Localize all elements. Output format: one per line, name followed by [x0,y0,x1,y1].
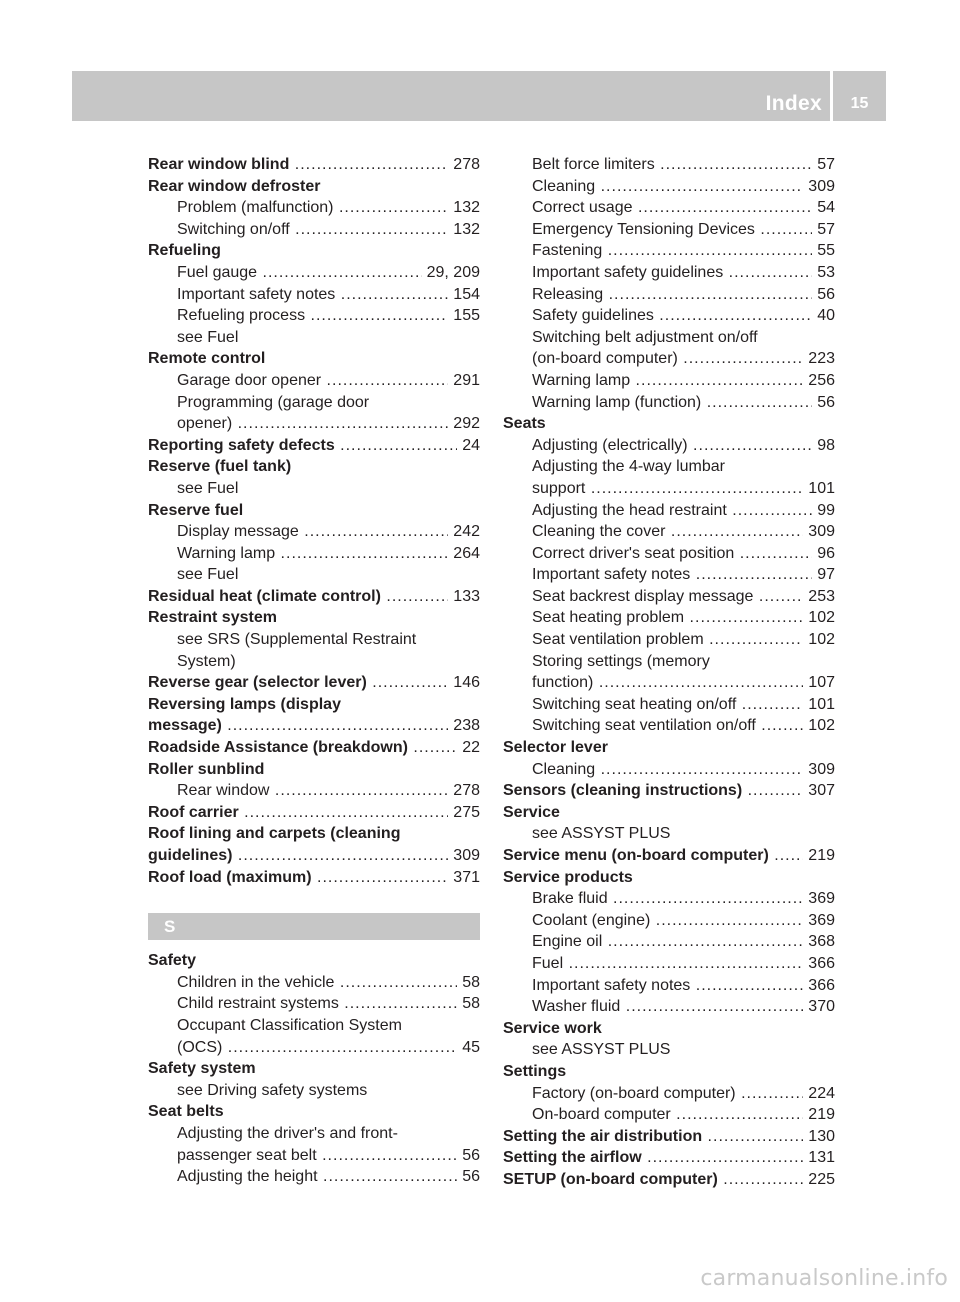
page-reference[interactable]: 154 [448,284,480,306]
page-reference[interactable]: 225 [803,1169,835,1191]
index-subentry [148,219,480,241]
entry-text: guidelines) ..... [148,847,480,864]
page-reference[interactable]: 223 [803,348,835,370]
page-reference[interactable]: 369 [803,888,835,910]
page-reference[interactable]: 309 [803,759,835,781]
entry-text: Seats [503,415,546,433]
index-subentry [148,543,480,565]
entry-text: see Driving safety systems [177,1081,368,1099]
entry-text: see Fuel [177,328,239,346]
page-reference[interactable]: 56 [457,1166,480,1188]
entry-text: Factory (on-board computer) ..... [532,1085,835,1102]
entry-text: Seat heating problem ..... [532,609,835,626]
page-reference[interactable]: 369 [803,910,835,932]
index-subentry [503,370,835,392]
page-reference[interactable]: 56 [457,1145,480,1167]
entry-text: Storing settings (memory [532,652,710,670]
entry-text: Residual heat (climate control) ..... [148,588,480,605]
entry-text: Refueling [148,242,221,260]
index-subentry [503,629,835,651]
index-subentry [148,629,480,651]
entry-text: Switching seat ventilation on/off ..... [532,717,835,734]
index-entry [503,780,835,802]
entry-text: Correct driver's seat position ..... [532,545,835,562]
entry-text: Adjusting the driver's and front- [177,1124,398,1142]
index-subentry [503,953,835,975]
index-entry [148,176,480,198]
index-subentry [148,197,480,219]
index-subentry [503,240,835,262]
index-subentry [503,197,835,219]
index-entry [148,802,480,824]
entry-text: Seat ventilation problem ..... [532,631,835,648]
page-reference[interactable]: 309 [448,845,480,867]
page-reference[interactable]: 58 [457,972,480,994]
entry-text: Correct usage ..... [532,199,835,216]
entry-text: Engine oil ..... [532,933,835,950]
index-entry [148,586,480,608]
index-entry [148,240,480,262]
page-reference[interactable]: 371 [448,867,480,889]
index-entry [148,845,480,867]
entry-text: Service work [503,1019,602,1037]
page-reference[interactable]: 58 [457,993,480,1015]
index-subentry [148,972,480,994]
entry-text: Safety system [148,1060,256,1078]
entry-text: Children in the vehicle ..... [177,974,480,991]
entry-text: Important safety notes ..... [532,977,835,994]
entry-text: Adjusting the 4-way lumbar [532,458,725,476]
entry-text: Fuel gauge ..... [177,264,480,281]
entry-text: Brake fluid ..... [532,890,835,907]
entry-text: passenger seat belt ..... [177,1147,480,1164]
index-entry [503,1018,835,1040]
entry-text: Cleaning the cover ..... [532,523,835,540]
index-entry [503,737,835,759]
page-reference[interactable]: 309 [803,176,835,198]
entry-text: Cleaning ..... [532,761,835,778]
index-entry [148,435,480,457]
index-subentry [148,392,480,414]
index-subentry [503,759,835,781]
entry-text: Child restraint systems ..... [177,995,480,1012]
page-reference[interactable]: 130 [803,1126,835,1148]
index-subentry [503,888,835,910]
index-subentry [148,521,480,543]
entry-text: Remote control [148,350,266,368]
index-entry [503,1126,835,1148]
entry-text: see Fuel [177,479,239,497]
entry-text: Important safety notes ..... [177,286,480,303]
index-entry [503,802,835,824]
entry-text: Safety [148,952,197,970]
index-subentry [503,176,835,198]
page-reference[interactable]: 107 [803,672,835,694]
entry-text: Settings [503,1062,567,1080]
index-entry [503,1169,835,1191]
entry-text: Switching belt adjustment on/off [532,328,758,346]
entry-text: Service products [503,868,633,886]
entry-text: Reserve fuel [148,501,244,519]
section-letter-header: S [148,913,480,940]
index-header-bar [72,71,886,121]
header-title: Index [765,92,822,115]
page-reference[interactable]: 370 [803,996,835,1018]
entry-text: Adjusting the height ..... [177,1168,480,1185]
page-reference[interactable]: 53 [812,262,835,284]
entry-text: see ASSYST PLUS [532,825,671,843]
entry-text: Restraint system [148,609,277,627]
index-entry [148,607,480,629]
index-subentry [148,284,480,306]
entry-text: Important safety notes ..... [532,566,835,583]
entry-text: see SRS (Supplemental Restraint [177,631,417,649]
entry-text: Roof load (maximum) ..... [148,869,480,886]
page-reference[interactable]: 238 [448,715,480,737]
entry-text: Garage door opener ..... [177,372,480,389]
page-reference[interactable]: 132 [448,197,480,219]
index-subentry [503,715,835,737]
page-reference[interactable]: 96 [812,543,835,565]
entry-text: Switching seat heating on/off ..... [532,696,835,713]
entry-text: Emergency Tensioning Devices ..... [532,221,835,238]
page-reference[interactable]: 219 [803,845,835,867]
index-subentry [148,305,480,327]
index-entry [148,823,480,845]
index-subentry [503,521,835,543]
entry-text: support ..... [532,480,835,497]
page-reference[interactable]: 146 [448,672,480,694]
index-subentry [503,910,835,932]
entry-text: Belt force limiters ..... [532,156,835,173]
page-reference[interactable]: 309 [803,521,835,543]
index-subentry [503,931,835,953]
index-entry [148,694,480,716]
page-reference[interactable]: 278 [448,780,480,802]
entry-text: Roof carrier ..... [148,804,480,821]
entry-text: function) ..... [532,674,835,691]
index-subentry [148,327,480,349]
entry-text: see ASSYST PLUS [532,1041,671,1059]
entry-text: Programming (garage door [177,393,370,411]
index-subentry [503,348,835,370]
page-number: 15 [850,95,869,112]
index-subentry [503,607,835,629]
index-subentry [148,1015,480,1037]
entry-text: Warning lamp ..... [532,372,835,389]
page-reference[interactable]: 98 [812,435,835,457]
entry-text: Rear window defroster [148,177,321,195]
page-reference[interactable]: 133 [448,586,480,608]
entry-text: Rear window blind ..... [148,156,480,173]
index-subentry [503,672,835,694]
index-subentry [503,500,835,522]
index-subentry [503,284,835,306]
entry-text: Releasing ..... [532,286,835,303]
page-reference[interactable]: 97 [812,564,835,586]
page-reference[interactable]: 219 [803,1104,835,1126]
entry-text: Adjusting (electrically) ..... [532,437,835,454]
index-entry [503,845,835,867]
entry-text: Refueling process ..... [177,307,480,324]
entry-text: opener) ..... [177,415,480,432]
entry-text: Display message ..... [177,523,480,540]
entry-text: Roadside Assistance (breakdown) ..... [148,739,480,756]
entry-text: Important safety guidelines ..... [532,264,835,281]
entry-text: Seat backrest display message ..... [532,588,835,605]
entry-text: (on-board computer) ..... [532,350,835,367]
index-entry [148,672,480,694]
entry-text: Setting the airflow ..... [503,1149,835,1166]
entry-text: Roller sunblind [148,760,265,778]
page-reference[interactable]: 54 [812,197,835,219]
page-reference[interactable]: 291 [448,370,480,392]
index-subentry [148,370,480,392]
index-subentry [148,780,480,802]
page-reference[interactable]: 292 [448,413,480,435]
index-subentry [148,993,480,1015]
entry-text: Fuel ..... [532,955,835,972]
entry-text: Safety guidelines ..... [532,307,835,324]
entry-text: System) [177,652,236,670]
index-subentry [148,1145,480,1167]
index-subentry [503,586,835,608]
page-reference[interactable]: 56 [812,392,835,414]
entry-text: Switching on/off ..... [177,221,480,238]
entry-text: SETUP (on-board computer) ..... [503,1171,835,1188]
index-subentry [148,262,480,284]
page-reference[interactable]: 101 [803,478,835,500]
entry-text: message) ..... [148,717,480,734]
page-reference[interactable]: 264 [448,543,480,565]
index-entry [148,950,480,972]
index-subentry [503,1104,835,1126]
entry-text: Roof lining and carpets (cleaning [148,825,401,843]
entry-text: Rear window ..... [177,782,480,799]
entry-text: Reversing lamps (display [148,695,341,713]
index-subentry [503,1083,835,1105]
entry-text: Adjusting the head restraint ..... [532,502,835,519]
index-subentry [503,392,835,414]
page-reference[interactable]: 57 [812,154,835,176]
index-subentry [148,564,480,586]
page-reference[interactable]: 101 [803,694,835,716]
index-subentry [503,327,835,349]
page-reference[interactable]: 24 [457,435,480,457]
page-reference[interactable]: 29, 209 [422,262,480,284]
index-entry [148,759,480,781]
index-subentry [503,262,835,284]
index-subentry [148,478,480,500]
page-reference[interactable]: 102 [803,715,835,737]
page-reference[interactable]: 256 [803,370,835,392]
index-entry [503,1147,835,1169]
index-subentry [148,1080,480,1102]
index-column-left [148,154,480,1188]
page-reference[interactable]: 366 [803,975,835,997]
index-subentry [503,154,835,176]
entry-text: see Fuel [177,566,239,584]
entry-text: Setting the air distribution ..... [503,1128,835,1145]
page-reference[interactable]: 99 [812,500,835,522]
index-entry [148,456,480,478]
index-entry [503,413,835,435]
index-subentry [503,564,835,586]
entry-text: Cleaning ..... [532,178,835,195]
index-subentry [503,543,835,565]
index-subentry [503,1039,835,1061]
index-subentry [148,1037,480,1059]
index-subentry [503,651,835,673]
page-reference[interactable]: 40 [812,305,835,327]
entry-text: Warning lamp (function) ..... [532,394,835,411]
page-reference[interactable]: 253 [803,586,835,608]
index-column-right [503,154,835,1191]
entry-text: Reserve (fuel tank) [148,458,292,476]
page-reference[interactable]: 45 [457,1037,480,1059]
index-subentry [148,413,480,435]
index-subentry [503,219,835,241]
page-reference[interactable]: 132 [448,219,480,241]
entry-text: Coolant (engine) ..... [532,912,835,929]
watermark: carmanualsonline.info [700,1266,948,1291]
entry-text: Reverse gear (selector lever) ..... [148,674,480,691]
index-entry [148,715,480,737]
entry-text: (OCS) ..... [177,1039,480,1056]
entry-text: Reporting safety defects ..... [148,437,480,454]
page-reference[interactable]: 55 [812,240,835,262]
index-entry [148,867,480,889]
index-entry [148,154,480,176]
page-reference[interactable]: 307 [803,780,835,802]
index-subentry [503,305,835,327]
entry-text: Problem (malfunction) ..... [177,199,480,216]
entry-text: Sensors (cleaning instructions) ..... [503,782,835,799]
index-entry [148,1058,480,1080]
index-subentry [503,694,835,716]
index-subentry [503,435,835,457]
entry-text: Service [503,803,560,821]
page-reference[interactable]: 155 [448,305,480,327]
page-reference[interactable]: 275 [448,802,480,824]
page-reference[interactable]: 368 [803,931,835,953]
page-reference[interactable]: 57 [812,219,835,241]
entry-text: On-board computer ..... [532,1106,835,1123]
page-reference[interactable]: 224 [803,1083,835,1105]
index-subentry [148,1166,480,1188]
page-reference[interactable]: 242 [448,521,480,543]
index-entry [503,867,835,889]
entry-text: Washer fluid ..... [532,998,835,1015]
index-subentry [503,456,835,478]
index-entry [503,1061,835,1083]
index-subentry [503,996,835,1018]
page-reference[interactable]: 102 [803,607,835,629]
page-reference[interactable]: 278 [448,154,480,176]
entry-text: Fastening ..... [532,242,835,259]
index-subentry [148,651,480,673]
entry-text: Occupant Classification System [177,1016,402,1034]
page-reference[interactable]: 56 [812,284,835,306]
index-subentry [503,823,835,845]
index-subentry [503,975,835,997]
index-entry [148,737,480,759]
index-subentry [503,478,835,500]
index-entry [148,348,480,370]
index-entry [148,1101,480,1123]
index-subentry [148,1123,480,1145]
page-reference[interactable]: 366 [803,953,835,975]
entry-text: Selector lever [503,739,608,757]
entry-text: Service menu (on-board computer) ..... [503,847,835,864]
index-entry [148,500,480,522]
entry-text: Warning lamp ..... [177,545,480,562]
page-reference[interactable]: 102 [803,629,835,651]
page-reference[interactable]: 22 [457,737,480,759]
page-reference[interactable]: 131 [803,1147,835,1169]
entry-text: Seat belts [148,1103,224,1121]
